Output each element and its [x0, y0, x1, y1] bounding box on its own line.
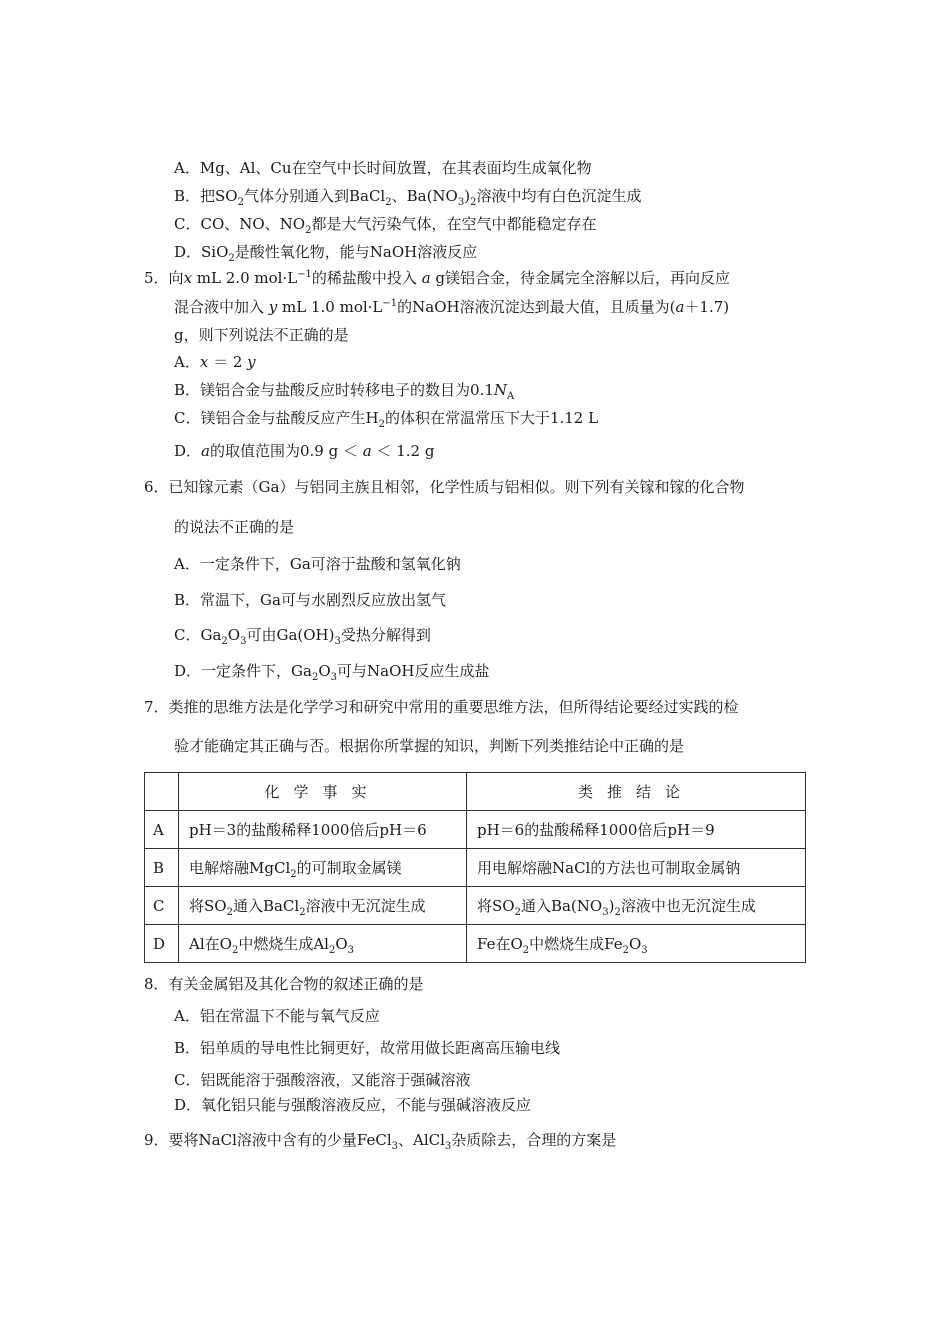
q7-stem-line-2: 验才能确定其正确与否。根据你所掌握的知识，判断下列类推结论中正确的是	[174, 737, 685, 755]
option-label: D．	[174, 662, 202, 680]
option-text: 氧化铝只能与强酸溶液反应，不能与强碱溶液反应	[201, 1096, 532, 1114]
question-number: 5．	[144, 269, 169, 287]
q4-option-d	[174, 242, 477, 262]
option-text: 镁铝合金与盐酸反应时转移电子的数目为$0.1N_A$	[200, 381, 515, 402]
option-label: D．	[174, 1096, 202, 1114]
option-label: C．	[174, 626, 201, 644]
table-row	[145, 849, 806, 887]
question-number: 7．	[144, 698, 169, 716]
option-label: C．	[174, 215, 201, 233]
option-label: B．	[174, 381, 201, 399]
analogy-table	[144, 772, 806, 963]
option-label: C．	[174, 1071, 201, 1089]
row-conclusion: Fe在$O_2$中燃烧生成$Fe_2O_3$	[467, 925, 806, 963]
q4-option-b	[174, 186, 641, 206]
option-text: 镁铝合金与盐酸反应产生$H_2$的体积在常温常压下大于1.12 L	[200, 409, 599, 430]
option-label: A．	[174, 1007, 200, 1025]
q5-option-b	[174, 380, 514, 400]
option-text: Mg、Al、Cu在空气中长时间放置，在其表面均生成氧化物	[199, 159, 592, 177]
option-text: 把$SO_2$气体分别通入到BaCl$_2$、$Ba(NO_3)_2$溶液中均有白色沉淀生成	[200, 187, 642, 208]
question-text: 有关金属铝及其化合物的叙述正确的是	[168, 975, 424, 993]
q6-option-b	[174, 590, 446, 610]
row-fact: Al在$O_2$中燃烧生成$Al_2O_3$	[179, 925, 467, 963]
q5-option-c	[174, 408, 598, 428]
q5-option-d	[174, 441, 434, 461]
option-label: A．	[174, 159, 200, 177]
option-text: 常温下，Ga可与水剧烈反应放出氢气	[200, 591, 446, 609]
row-conclusion: 用电解熔融NaCl的方法也可制取金属钠	[467, 849, 806, 887]
option-text: 一定条件下，$Ga_2O_3$可与NaOH反应生成盐	[201, 662, 490, 683]
option-label: B．	[174, 591, 201, 609]
option-text: x ＝ 2 y	[199, 353, 256, 371]
q5-stem-line-3: g，则下列说法不正确的是	[174, 326, 349, 344]
q4-option-a	[174, 158, 592, 178]
row-fact: 将$SO_2$通入BaCl$_2$溶液中无沉淀生成	[179, 887, 467, 925]
row-fact: pH＝3的盐酸稀释1000倍后pH＝6	[179, 811, 467, 849]
row-label: C	[145, 887, 179, 925]
row-fact: 电解熔融MgCl$_2$的可制取金属镁	[179, 849, 467, 887]
q8-option-c	[174, 1070, 471, 1090]
question-text: 向x mL 2.0 $mol\cdot L^{-1}$的稀盐酸中投入 a g镁铝合金，待金属完全溶解以后，再向反应	[168, 269, 731, 287]
option-label: C．	[174, 409, 201, 427]
question-number: 6．	[144, 478, 169, 496]
q6-option-c	[174, 625, 431, 645]
table-header-row	[145, 773, 806, 811]
option-text: 铝既能溶于强酸溶液，又能溶于强碱溶液	[200, 1071, 471, 1089]
q8-option-d	[174, 1095, 531, 1115]
row-conclusion: 将$SO_2$通入$Ba(NO_3)_2$溶液中也无沉淀生成	[467, 887, 806, 925]
question-text: 已知镓元素（Ga）与铝同主族且相邻，化学性质与铝相似。则下列有关镓和镓的化合物	[168, 478, 745, 496]
q8-stem	[144, 974, 424, 994]
table-row	[145, 811, 806, 849]
option-text: CO、NO、$NO_2$都是大气污染气体，在空气中都能稳定存在	[200, 215, 597, 236]
row-label: A	[145, 811, 179, 849]
question-number: 9．	[144, 1131, 169, 1149]
q5-option-a	[174, 352, 256, 372]
q6-stem-line-2: 的说法不正确的是	[174, 518, 295, 536]
option-text: a的取值范围为0.9 g ＜ a ＜ 1.2 g	[201, 442, 435, 460]
option-text: 一定条件下，Ga可溶于盐酸和氢氧化钠	[199, 555, 461, 573]
row-label: B	[145, 849, 179, 887]
option-label: B．	[174, 187, 201, 205]
option-label: B．	[174, 1039, 201, 1057]
row-label: D	[145, 925, 179, 963]
q8-option-b	[174, 1038, 560, 1058]
q4-option-c	[174, 214, 597, 234]
q5-stem-line-1	[144, 268, 730, 288]
row-conclusion: pH＝6的盐酸稀释1000倍后pH＝9	[467, 811, 806, 849]
q9-stem	[144, 1130, 616, 1150]
option-text: 铝单质的导电性比铜更好，故常用做长距离高压输电线	[200, 1039, 561, 1057]
q7-stem-line-1	[144, 697, 739, 717]
option-label: A．	[174, 555, 200, 573]
q5-stem-line-2: 混合液中加入 y mL 1.0 $mol\cdot L^{-1}$的NaOH溶液沉淀达到最大值，且质量为(a＋1.7)	[174, 298, 730, 316]
option-label: D．	[174, 442, 202, 460]
option-text: SiO$_2$是酸性氧化物，能与NaOH溶液反应	[201, 243, 478, 264]
table-row	[145, 925, 806, 963]
question-text: 要将NaCl溶液中含有的少量FeCl$_3$、AlCl$_3$杂质除去，合理的方案是	[168, 1131, 617, 1152]
option-text: 铝在常温下不能与氧气反应	[199, 1007, 380, 1025]
option-text: $Ga_2O_3$可由$Ga(OH)_3$受热分解得到	[200, 626, 431, 647]
header-fact: 化学事实	[179, 773, 467, 811]
header-blank	[145, 773, 179, 811]
table-row	[145, 887, 806, 925]
option-label: D．	[174, 243, 202, 261]
option-label: A．	[174, 353, 200, 371]
question-text: 类推的思维方法是化学学习和研究中常用的重要思维方法，但所得结论要经过实践的检	[168, 698, 739, 716]
header-conclusion: 类推结论	[467, 773, 806, 811]
q6-option-a	[174, 554, 461, 574]
question-number: 8．	[144, 975, 169, 993]
q6-option-d	[174, 661, 489, 681]
q8-option-a	[174, 1006, 380, 1026]
q6-stem-line-1	[144, 477, 744, 497]
